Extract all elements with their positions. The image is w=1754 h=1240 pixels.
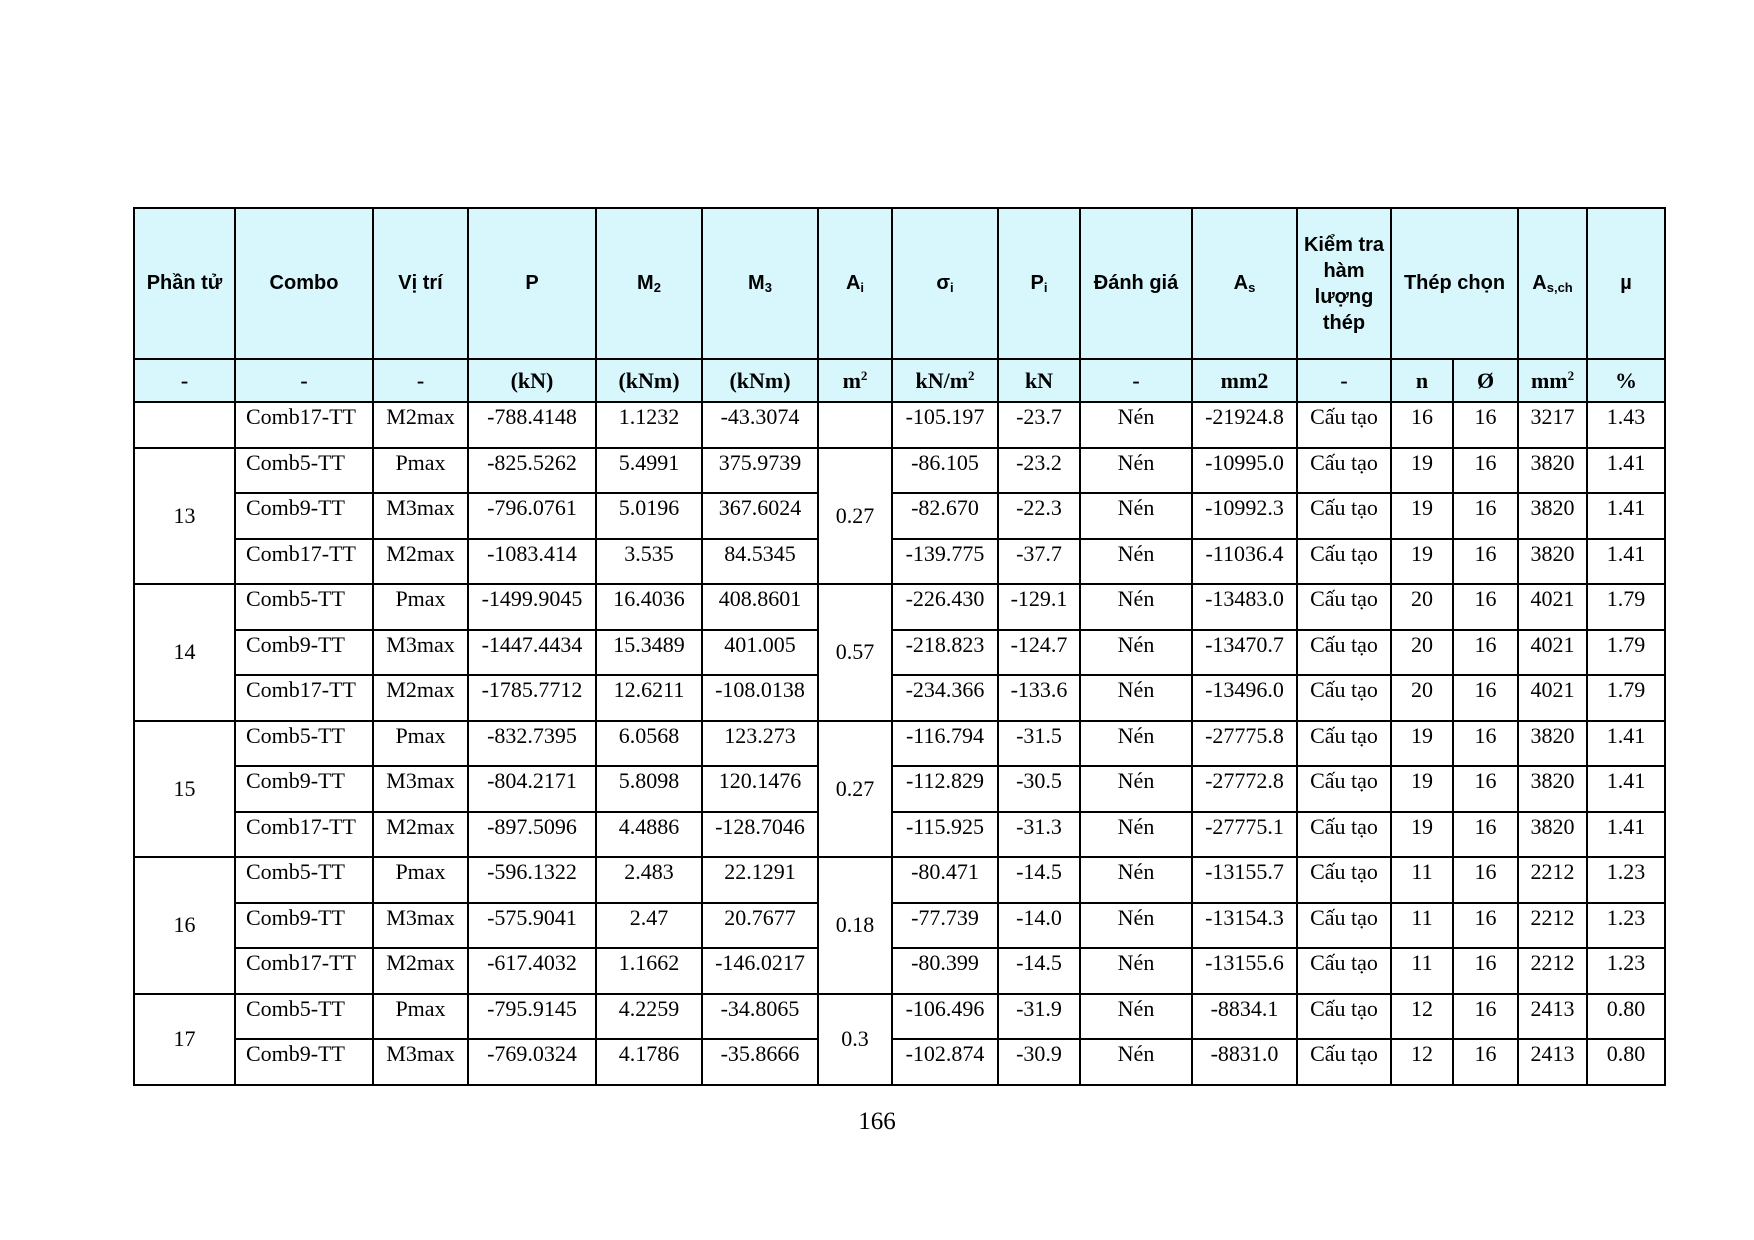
steel-check-cell: Cấu tạo [1297, 766, 1391, 812]
ratio-cell: 0.80 [1587, 994, 1665, 1040]
position-cell: M3max [373, 903, 468, 949]
table-row [134, 493, 1665, 539]
evaluation-cell: Nén [1080, 539, 1192, 585]
evaluation-cell: Nén [1080, 994, 1192, 1040]
bar-diameter-cell: 16 [1453, 630, 1518, 676]
table-row [134, 630, 1665, 676]
area-cell: 0.27 [818, 721, 892, 858]
axial-force-cell: -825.5262 [468, 448, 596, 494]
force-pi-cell: -133.6 [998, 675, 1080, 721]
moment-m3-cell: 367.6024 [702, 493, 818, 539]
chosen-area-cell: 3820 [1518, 721, 1587, 767]
header-steel-area: $A_s$ [1192, 208, 1297, 359]
table-row [134, 857, 1665, 903]
chosen-area-cell: 3820 [1518, 766, 1587, 812]
bar-diameter-cell: 16 [1453, 766, 1518, 812]
moment-m2-cell: 3.535 [596, 539, 702, 585]
axial-force-cell: -769.0324 [468, 1039, 596, 1085]
moment-m2-cell: 6.0568 [596, 721, 702, 767]
moment-m2-cell: 4.1786 [596, 1039, 702, 1085]
chosen-area-cell: 2413 [1518, 994, 1587, 1040]
bar-diameter-cell: 16 [1453, 903, 1518, 949]
position-cell: M3max [373, 766, 468, 812]
table-row [134, 402, 1665, 448]
bar-diameter-cell: 16 [1453, 539, 1518, 585]
moment-m3-cell: -43.3074 [702, 402, 818, 448]
force-pi-cell: -22.3 [998, 493, 1080, 539]
force-pi-cell: -14.5 [998, 857, 1080, 903]
moment-m2-cell: 5.4991 [596, 448, 702, 494]
moment-m2-cell: 15.3489 [596, 630, 702, 676]
axial-force-cell: -617.4032 [468, 948, 596, 994]
steel-check-cell: Cấu tạo [1297, 675, 1391, 721]
axial-force-cell: -1447.4434 [468, 630, 596, 676]
unit-position: - [373, 359, 468, 402]
stress-cell: -86.105 [892, 448, 998, 494]
bar-count-cell: 12 [1391, 994, 1453, 1040]
bar-count-cell: 19 [1391, 812, 1453, 858]
steel-check-cell: Cấu tạo [1297, 857, 1391, 903]
axial-force-cell: -1785.7712 [468, 675, 596, 721]
table-row [134, 721, 1665, 767]
ratio-cell: 1.41 [1587, 539, 1665, 585]
moment-m2-cell: 2.483 [596, 857, 702, 903]
unit-moment-m2: (kNm) [596, 359, 702, 402]
units-row [134, 359, 1665, 402]
steel-area-cell: -10992.3 [1192, 493, 1297, 539]
steel-area-cell: -10995.0 [1192, 448, 1297, 494]
moment-m2-cell: 1.1662 [596, 948, 702, 994]
steel-check-cell: Cấu tạo [1297, 584, 1391, 630]
header-stress: $\sigma_i$ [892, 208, 998, 359]
table-row [134, 766, 1665, 812]
moment-m3-cell: -108.0138 [702, 675, 818, 721]
header-axial-force: P [468, 208, 596, 359]
steel-area-cell: -13155.6 [1192, 948, 1297, 994]
combo-cell: Comb5-TT [235, 448, 373, 494]
unit-chosen-area: $mm^2$ [1518, 359, 1587, 402]
stress-cell: -116.794 [892, 721, 998, 767]
force-pi-cell: -37.7 [998, 539, 1080, 585]
moment-m3-cell: -35.8666 [702, 1039, 818, 1085]
evaluation-cell: Nén [1080, 948, 1192, 994]
unit-axial-force: (kN) [468, 359, 596, 402]
force-pi-cell: -23.2 [998, 448, 1080, 494]
page-number: 166 [858, 1108, 896, 1135]
steel-check-cell: Cấu tạo [1297, 721, 1391, 767]
stress-cell: -139.775 [892, 539, 998, 585]
moment-m2-cell: 5.8098 [596, 766, 702, 812]
force-pi-cell: -14.5 [998, 948, 1080, 994]
bar-diameter-cell: 16 [1453, 493, 1518, 539]
unit-steel-check: - [1297, 359, 1391, 402]
steel-check-cell: Cấu tạo [1297, 402, 1391, 448]
evaluation-cell: Nén [1080, 630, 1192, 676]
combo-cell: Comb5-TT [235, 994, 373, 1040]
force-pi-cell: -129.1 [998, 584, 1080, 630]
stress-cell: -226.430 [892, 584, 998, 630]
combo-cell: Comb17-TT [235, 675, 373, 721]
moment-m3-cell: -34.8065 [702, 994, 818, 1040]
moment-m3-cell: -128.7046 [702, 812, 818, 858]
header-area: $A_i$ [818, 208, 892, 359]
moment-m2-cell: 2.47 [596, 903, 702, 949]
unit-area: $m^2$ [818, 359, 892, 402]
bar-diameter-cell: 16 [1453, 448, 1518, 494]
ratio-cell: 0.80 [1587, 1039, 1665, 1085]
position-cell: M3max [373, 1039, 468, 1085]
chosen-area-cell: 3820 [1518, 448, 1587, 494]
bar-diameter-cell: 16 [1453, 721, 1518, 767]
evaluation-cell: Nén [1080, 766, 1192, 812]
column-design-table [133, 207, 1666, 1086]
element-cell [134, 402, 235, 448]
unit-combo: - [235, 359, 373, 402]
table-row [134, 994, 1665, 1040]
steel-area-cell: -13470.7 [1192, 630, 1297, 676]
chosen-area-cell: 2212 [1518, 948, 1587, 994]
combo-cell: Comb5-TT [235, 721, 373, 767]
steel-area-cell: -8831.0 [1192, 1039, 1297, 1085]
evaluation-cell: Nén [1080, 584, 1192, 630]
stress-cell: -80.399 [892, 948, 998, 994]
position-cell: M2max [373, 402, 468, 448]
steel-area-cell: -8834.1 [1192, 994, 1297, 1040]
evaluation-cell: Nén [1080, 448, 1192, 494]
steel-area-cell: -27775.1 [1192, 812, 1297, 858]
bar-count-cell: 11 [1391, 903, 1453, 949]
position-cell: Pmax [373, 721, 468, 767]
bar-count-cell: 19 [1391, 493, 1453, 539]
area-cell: 0.27 [818, 448, 892, 585]
evaluation-cell: Nén [1080, 675, 1192, 721]
moment-m3-cell: 401.005 [702, 630, 818, 676]
element-cell: 16 [134, 857, 235, 994]
stress-cell: -82.670 [892, 493, 998, 539]
unit-element: - [134, 359, 235, 402]
element-cell: 13 [134, 448, 235, 585]
force-pi-cell: -14.0 [998, 903, 1080, 949]
header-ratio: µ [1587, 208, 1665, 359]
unit-bar-diameter: Ø [1453, 359, 1518, 402]
chosen-area-cell: 3820 [1518, 539, 1587, 585]
header-moment-m3: $M_3$ [702, 208, 818, 359]
moment-m2-cell: 12.6211 [596, 675, 702, 721]
moment-m2-cell: 16.4036 [596, 584, 702, 630]
chosen-area-cell: 4021 [1518, 630, 1587, 676]
steel-check-cell: Cấu tạo [1297, 539, 1391, 585]
axial-force-cell: -788.4148 [468, 402, 596, 448]
moment-m3-cell: 375.9739 [702, 448, 818, 494]
moment-m3-cell: 123.273 [702, 721, 818, 767]
bar-count-cell: 19 [1391, 539, 1453, 585]
header-position: Vị trí [373, 208, 468, 359]
moment-m3-cell: 84.5345 [702, 539, 818, 585]
steel-area-cell: -11036.4 [1192, 539, 1297, 585]
combo-cell: Comb17-TT [235, 402, 373, 448]
table-row [134, 539, 1665, 585]
area-cell: 0.57 [818, 584, 892, 721]
ratio-cell: 1.23 [1587, 948, 1665, 994]
steel-check-cell: Cấu tạo [1297, 1039, 1391, 1085]
steel-area-cell: -27775.8 [1192, 721, 1297, 767]
bar-diameter-cell: 16 [1453, 1039, 1518, 1085]
bar-count-cell: 19 [1391, 448, 1453, 494]
header-force-pi: $P_i$ [998, 208, 1080, 359]
axial-force-cell: -795.9145 [468, 994, 596, 1040]
stress-cell: -112.829 [892, 766, 998, 812]
position-cell: M3max [373, 630, 468, 676]
force-pi-cell: -30.5 [998, 766, 1080, 812]
force-pi-cell: -23.7 [998, 402, 1080, 448]
force-pi-cell: -124.7 [998, 630, 1080, 676]
combo-cell: Comb17-TT [235, 948, 373, 994]
evaluation-cell: Nén [1080, 493, 1192, 539]
header-selected-steel: Thép chọn [1391, 208, 1518, 359]
stress-cell: -102.874 [892, 1039, 998, 1085]
stress-cell: -80.471 [892, 857, 998, 903]
bar-count-cell: 19 [1391, 721, 1453, 767]
ratio-cell: 1.23 [1587, 857, 1665, 903]
ratio-cell: 1.23 [1587, 903, 1665, 949]
chosen-area-cell: 2212 [1518, 903, 1587, 949]
moment-m3-cell: 408.8601 [702, 584, 818, 630]
header-evaluation: Đánh giá [1080, 208, 1192, 359]
position-cell: M2max [373, 812, 468, 858]
evaluation-cell: Nén [1080, 721, 1192, 767]
stress-cell: -234.366 [892, 675, 998, 721]
stress-cell: -218.823 [892, 630, 998, 676]
combo-cell: Comb5-TT [235, 857, 373, 903]
bar-count-cell: 20 [1391, 584, 1453, 630]
position-cell: M2max [373, 539, 468, 585]
unit-ratio: % [1587, 359, 1665, 402]
position-cell: M2max [373, 675, 468, 721]
moment-m2-cell: 4.4886 [596, 812, 702, 858]
area-cell: 0.18 [818, 857, 892, 994]
bar-diameter-cell: 16 [1453, 948, 1518, 994]
steel-check-cell: Cấu tạo [1297, 994, 1391, 1040]
moment-m2-cell: 5.0196 [596, 493, 702, 539]
stress-cell: -105.197 [892, 402, 998, 448]
position-cell: Pmax [373, 857, 468, 903]
ratio-cell: 1.79 [1587, 675, 1665, 721]
table-row [134, 948, 1665, 994]
position-cell: Pmax [373, 448, 468, 494]
force-pi-cell: -31.5 [998, 721, 1080, 767]
ratio-cell: 1.41 [1587, 493, 1665, 539]
bar-count-cell: 20 [1391, 630, 1453, 676]
moment-m2-cell: 1.1232 [596, 402, 702, 448]
bar-count-cell: 19 [1391, 766, 1453, 812]
moment-m3-cell: 120.1476 [702, 766, 818, 812]
bar-diameter-cell: 16 [1453, 812, 1518, 858]
axial-force-cell: -596.1322 [468, 857, 596, 903]
ratio-cell: 1.41 [1587, 812, 1665, 858]
combo-cell: Comb9-TT [235, 630, 373, 676]
moment-m3-cell: 22.1291 [702, 857, 818, 903]
bar-count-cell: 11 [1391, 857, 1453, 903]
force-pi-cell: -31.9 [998, 994, 1080, 1040]
unit-stress: $kN/m^2$ [892, 359, 998, 402]
unit-steel-area: mm2 [1192, 359, 1297, 402]
bar-diameter-cell: 16 [1453, 675, 1518, 721]
bar-diameter-cell: 16 [1453, 584, 1518, 630]
area-cell: 0.3 [818, 994, 892, 1085]
chosen-area-cell: 3820 [1518, 812, 1587, 858]
stress-cell: -115.925 [892, 812, 998, 858]
header-element: Phần tử [134, 208, 235, 359]
steel-area-cell: -13483.0 [1192, 584, 1297, 630]
steel-area-cell: -13154.3 [1192, 903, 1297, 949]
chosen-area-cell: 3820 [1518, 493, 1587, 539]
combo-cell: Comb9-TT [235, 903, 373, 949]
axial-force-cell: -575.9041 [468, 903, 596, 949]
bar-diameter-cell: 16 [1453, 857, 1518, 903]
chosen-area-cell: 4021 [1518, 584, 1587, 630]
stress-cell: -106.496 [892, 994, 998, 1040]
table-row [134, 812, 1665, 858]
axial-force-cell: -796.0761 [468, 493, 596, 539]
header-moment-m2: $M_2$ [596, 208, 702, 359]
axial-force-cell: -832.7395 [468, 721, 596, 767]
bar-count-cell: 11 [1391, 948, 1453, 994]
moment-m3-cell: 20.7677 [702, 903, 818, 949]
chosen-area-cell: 2413 [1518, 1039, 1587, 1085]
table-row [134, 1039, 1665, 1085]
element-cell: 15 [134, 721, 235, 858]
evaluation-cell: Nén [1080, 812, 1192, 858]
steel-area-cell: -13496.0 [1192, 675, 1297, 721]
ratio-cell: 1.79 [1587, 584, 1665, 630]
table-body [134, 402, 1665, 1085]
steel-check-cell: Cấu tạo [1297, 948, 1391, 994]
header-steel-check: Kiểm tra hàm lượng thép [1297, 208, 1391, 359]
unit-evaluation: - [1080, 359, 1192, 402]
header-chosen-area: $A_{s,ch}$ [1518, 208, 1587, 359]
bar-count-cell: 16 [1391, 402, 1453, 448]
evaluation-cell: Nén [1080, 857, 1192, 903]
combo-cell: Comb5-TT [235, 584, 373, 630]
bar-diameter-cell: 16 [1453, 994, 1518, 1040]
combo-cell: Comb9-TT [235, 1039, 373, 1085]
ratio-cell: 1.41 [1587, 721, 1665, 767]
bar-count-cell: 12 [1391, 1039, 1453, 1085]
chosen-area-cell: 2212 [1518, 857, 1587, 903]
bar-diameter-cell: 16 [1453, 402, 1518, 448]
combo-cell: Comb9-TT [235, 766, 373, 812]
force-pi-cell: -30.9 [998, 1039, 1080, 1085]
chosen-area-cell: 4021 [1518, 675, 1587, 721]
combo-cell: Comb9-TT [235, 493, 373, 539]
combo-cell: Comb17-TT [235, 812, 373, 858]
steel-check-cell: Cấu tạo [1297, 493, 1391, 539]
element-cell: 14 [134, 584, 235, 721]
steel-area-cell: -13155.7 [1192, 857, 1297, 903]
table-row [134, 448, 1665, 494]
chosen-area-cell: 3217 [1518, 402, 1587, 448]
axial-force-cell: -804.2171 [468, 766, 596, 812]
stress-cell: -77.739 [892, 903, 998, 949]
bar-count-cell: 20 [1391, 675, 1453, 721]
axial-force-cell: -897.5096 [468, 812, 596, 858]
steel-area-cell: -21924.8 [1192, 402, 1297, 448]
unit-force-pi: kN [998, 359, 1080, 402]
moment-m3-cell: -146.0217 [702, 948, 818, 994]
position-cell: M2max [373, 948, 468, 994]
steel-check-cell: Cấu tạo [1297, 630, 1391, 676]
area-cell [818, 402, 892, 448]
table-row [134, 903, 1665, 949]
force-pi-cell: -31.3 [998, 812, 1080, 858]
table-row [134, 675, 1665, 721]
table-row [134, 584, 1665, 630]
moment-m2-cell: 4.2259 [596, 994, 702, 1040]
evaluation-cell: Nén [1080, 402, 1192, 448]
ratio-cell: 1.79 [1587, 630, 1665, 676]
steel-area-cell: -27772.8 [1192, 766, 1297, 812]
steel-check-cell: Cấu tạo [1297, 903, 1391, 949]
position-cell: Pmax [373, 994, 468, 1040]
unit-moment-m3: (kNm) [702, 359, 818, 402]
position-cell: M3max [373, 493, 468, 539]
unit-bar-count: n [1391, 359, 1453, 402]
evaluation-cell: Nén [1080, 1039, 1192, 1085]
position-cell: Pmax [373, 584, 468, 630]
header-combo: Combo [235, 208, 373, 359]
ratio-cell: 1.41 [1587, 448, 1665, 494]
steel-check-cell: Cấu tạo [1297, 448, 1391, 494]
header-row [134, 208, 1665, 359]
ratio-cell: 1.43 [1587, 402, 1665, 448]
combo-cell: Comb17-TT [235, 539, 373, 585]
axial-force-cell: -1083.414 [468, 539, 596, 585]
ratio-cell: 1.41 [1587, 766, 1665, 812]
evaluation-cell: Nén [1080, 903, 1192, 949]
axial-force-cell: -1499.9045 [468, 584, 596, 630]
steel-check-cell: Cấu tạo [1297, 812, 1391, 858]
element-cell: 17 [134, 994, 235, 1085]
